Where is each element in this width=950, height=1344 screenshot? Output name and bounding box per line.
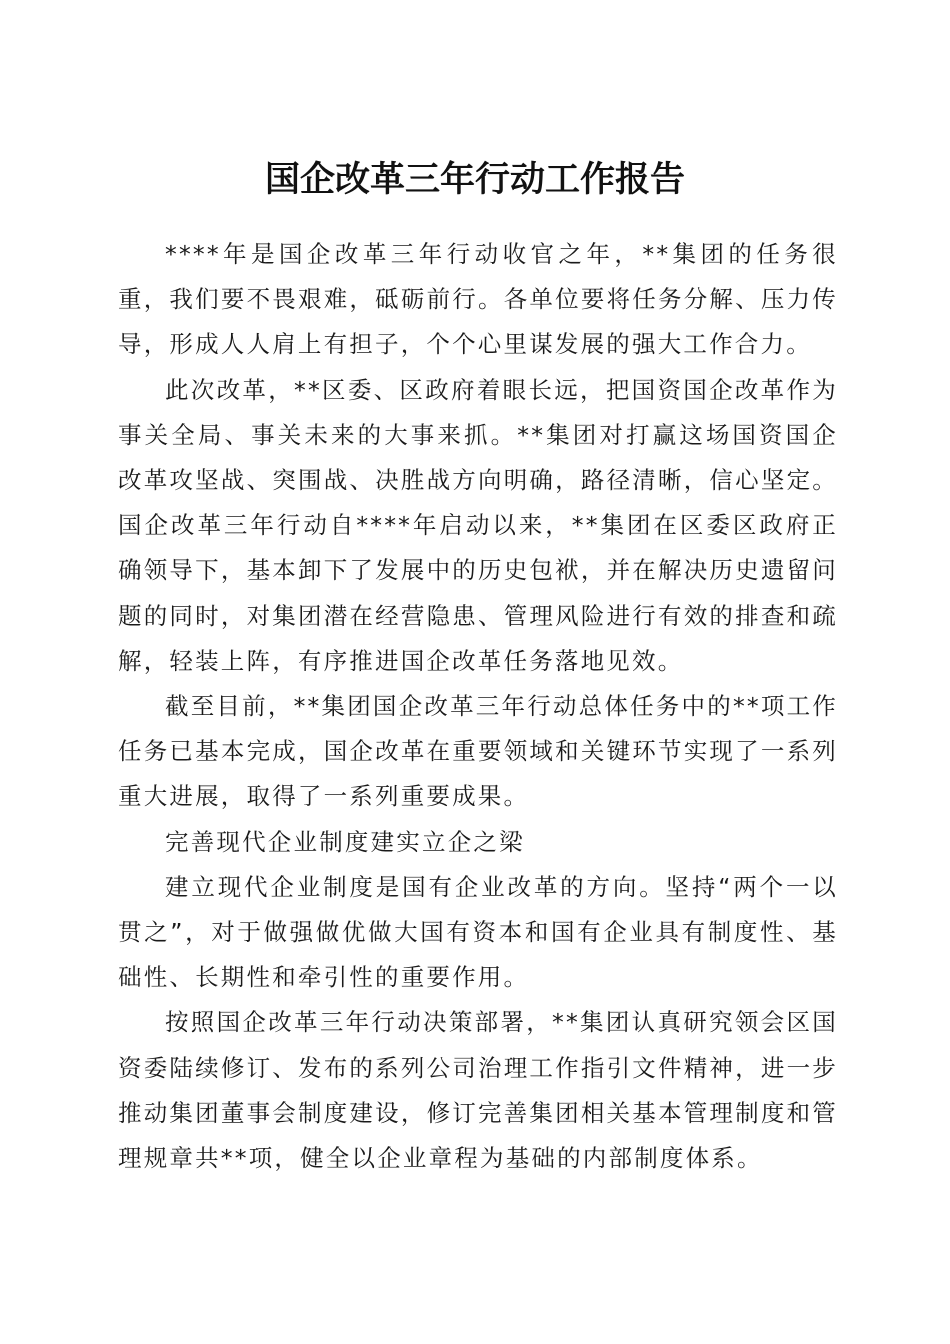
paragraph-modern-system: 建立现代企业制度是国有企业改革的方向。坚持“两个一以贯之”，对于做强做优做大国有资本和国有企业具有制度性、基础性、长期性和牵引性的重要作用。 [118, 872, 838, 992]
paragraph-reform-overview: 此次改革，**区委、区政府着眼长远，把国资国企改革作为事关全局、事关未来的大事来抓。**集团对打赢这场国资国企改革攻坚战、突围战、决胜战方向明确，路径清晰，信心坚定。国企改革三年行动自****年启动以来，**集团在区委区政府正确领导下，基本卸下了发展中的历史包袱，并在解决历史遗留问题的同时，对集团潜在经营隐患、管理风险进行有效的排查和疏解，轻装上阵，有序推进国企改革任务落地见效。 [118, 375, 838, 675]
section-heading: 完善现代企业制度建实立企之梁 [165, 827, 525, 856]
paragraph-progress: 截至目前，**集团国企改革三年行动总体任务中的**项工作任务已基本完成，国企改革在重要领域和关键环节实现了一系列重大进展，取得了一系列重要成果。 [118, 692, 838, 811]
document-title: 国企改革三年行动工作报告 [264, 159, 685, 201]
paragraph-intro: ****年是国企改革三年行动收官之年，**集团的任务很重，我们要不畏艰难，砥砺前行。各单位要将任务分解、压力传导，形成人人肩上有担子，个个心里谋发展的强大工作合力。 [118, 240, 838, 359]
paragraph-board-building: 按照国企改革三年行动决策部署，**集团认真研究领会区国资委陆续修订、发布的系列公司治理工作指引文件精神，进一步推动集团董事会制度建设，修订完善集团相关基本管理制度和管理规章共**项，健全以企业章程为基础的内部制度体系。 [118, 1008, 838, 1173]
document-body [118, 232, 838, 1181]
